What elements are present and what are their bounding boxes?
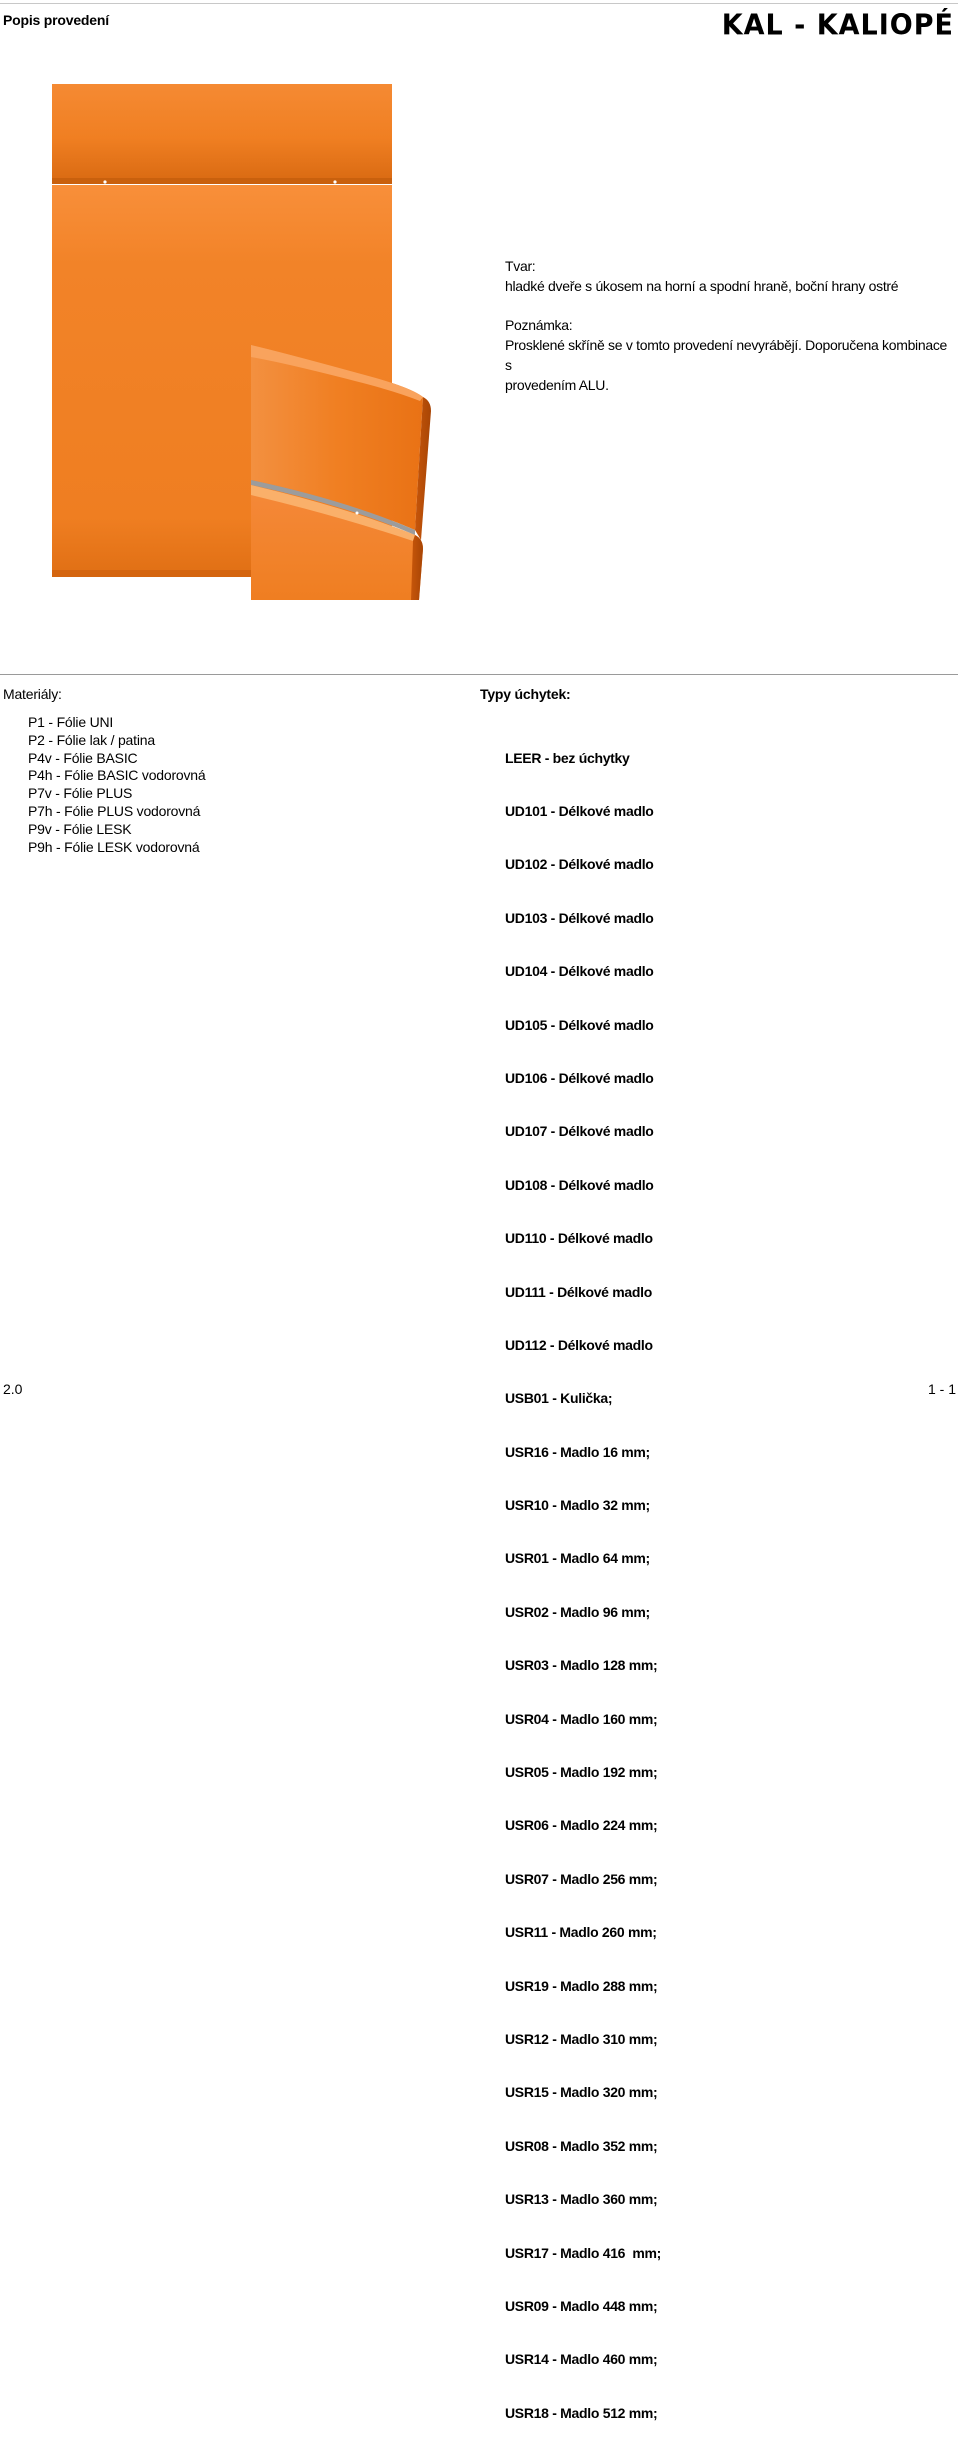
handle-item: UD112 - Délkové madlo [505, 1336, 653, 1353]
handle-item: USR05 - Madlo 192 mm; [505, 1764, 658, 1781]
handle-item: USR03 - Madlo 128 mm; [505, 1657, 658, 1674]
door-edge-profile-illustration [245, 335, 435, 600]
handle-item: USR19 - Madlo 288 mm; [505, 1977, 658, 1994]
material-item: P1 - Fólie UNI [28, 714, 114, 730]
handle-item: USR01 - Madlo 64 mm; [505, 1550, 650, 1567]
handle-item: UD108 - Délkové madlo [505, 1176, 654, 1193]
handle-item: USR12 - Madlo 310 mm; [505, 2030, 658, 2047]
handle-item: UD105 - Délkové madlo [505, 1016, 654, 1033]
material-item: P2 - Fólie lak / patina [28, 731, 155, 748]
brand-logo: KAL - KALIOPÉ [721, 9, 954, 42]
materials-list [28, 714, 205, 856]
handle-item: USR13 - Madlo 360 mm; [505, 2191, 658, 2208]
version-number: 2.0 [3, 1381, 23, 1397]
handle-item: USB01 - Kulička; [505, 1390, 613, 1407]
shape-label: Tvar: [505, 258, 536, 274]
page-number: 1 - 1 [927, 1381, 956, 1397]
handle-item: UD110 - Délkové madlo [505, 1230, 653, 1247]
note-text-line1: Prosklené skříně se v tomto provedení nevyrábějí. Doporučena kombinace s [505, 337, 948, 373]
handle-item: UD111 - Délkové madlo [505, 1283, 652, 1300]
handle-item: USR10 - Madlo 32 mm; [505, 1497, 650, 1514]
materials-heading: Materiály: [3, 686, 62, 702]
door-top-panel [52, 84, 392, 182]
handle-item: USR02 - Madlo 96 mm; [505, 1603, 650, 1620]
section-divider [0, 674, 958, 675]
handle-item: USR04 - Madlo 160 mm; [505, 1710, 658, 1727]
handle-item: LEER - bez úchytky [505, 749, 630, 766]
handles-list [505, 714, 661, 2440]
material-item: P7h - Fólie PLUS vodorovná [28, 802, 201, 819]
handle-item: USR14 - Madlo 460 mm; [505, 2351, 658, 2368]
material-item: P9v - Fólie LESK [28, 820, 132, 837]
handle-item: USR18 - Madlo 512 mm; [505, 2404, 658, 2421]
handle-item: USR07 - Madlo 256 mm; [505, 1870, 658, 1887]
material-item: P4h - Fólie BASIC vodorovná [28, 767, 206, 784]
door-description [505, 256, 957, 395]
handle-item: UD107 - Délkové madlo [505, 1123, 654, 1140]
material-item: P7v - Fólie PLUS [28, 785, 133, 802]
shape-text: hladké dveře s úkosem na horní a spodní hraně, boční hrany ostré [505, 278, 899, 294]
handle-item: UD104 - Délkové madlo [505, 963, 654, 980]
page-title: Popis provedení [3, 12, 109, 28]
handle-item: UD102 - Délkové madlo [505, 856, 654, 873]
handle-item: USR16 - Madlo 16 mm; [505, 1443, 650, 1460]
material-item: P9h - Fólie LESK vodorovná [28, 838, 200, 855]
material-item: P4v - Fólie BASIC [28, 749, 138, 766]
note-label: Poznámka: [505, 317, 573, 333]
handle-item: USR17 - Madlo 416 mm; [505, 2244, 661, 2261]
handle-item: USR09 - Madlo 448 mm; [505, 2297, 658, 2314]
handle-item: USR06 - Madlo 224 mm; [505, 1817, 658, 1834]
handles-heading: Typy úchytek: [480, 686, 571, 702]
handle-item: UD103 - Délkové madlo [505, 909, 654, 926]
handle-item: USR08 - Madlo 352 mm; [505, 2137, 658, 2154]
handle-item: USR15 - Madlo 320 mm; [505, 2084, 658, 2101]
handle-item: USR11 - Madlo 260 mm; [505, 1924, 657, 1941]
note-text-line2: provedením ALU. [505, 377, 609, 393]
header-rule [0, 3, 958, 4]
handle-item: UD106 - Délkové madlo [505, 1069, 654, 1086]
handle-item: UD101 - Délkové madlo [505, 802, 654, 819]
